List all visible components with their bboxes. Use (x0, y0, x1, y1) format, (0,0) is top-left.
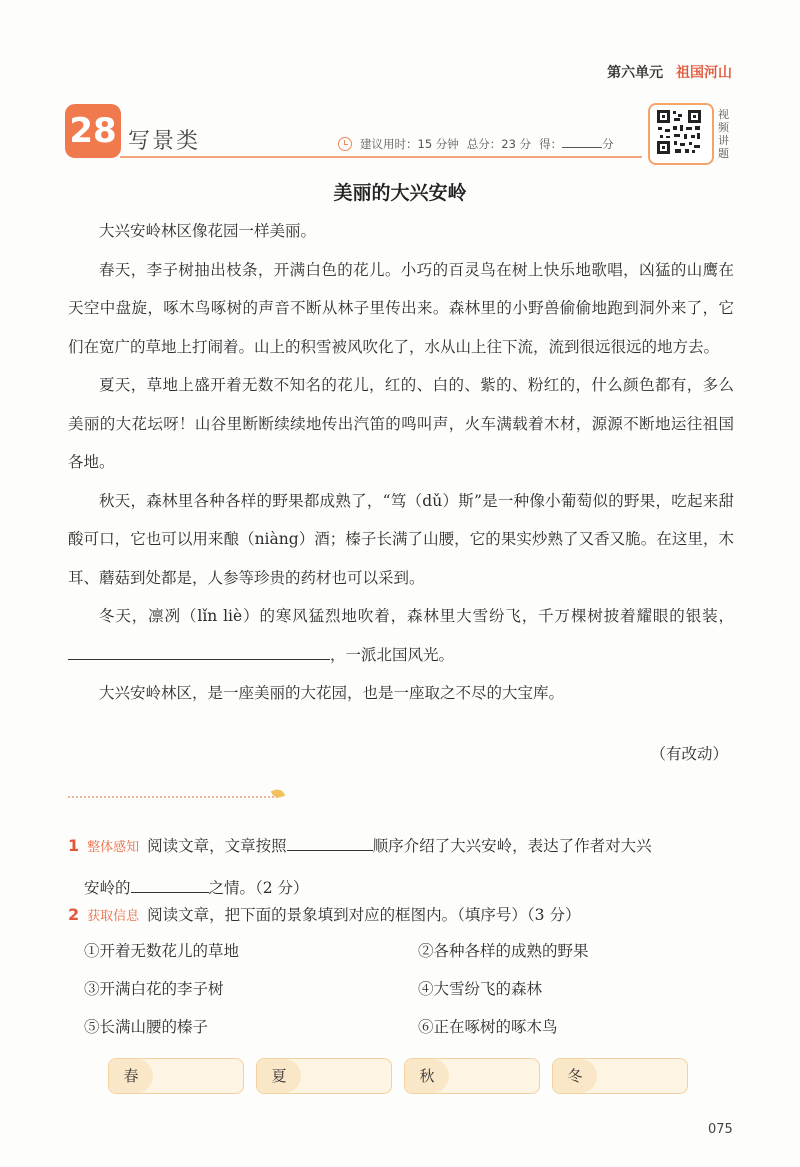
question-text: 顺序介绍了大兴安岭，表达了作者对大兴 (372, 837, 652, 855)
score-unit: 分 (602, 137, 614, 151)
question-text: 阅读文章，把下面的景象填到对应的框图内。（填序号）（3 分） (147, 906, 581, 924)
lesson-type: 写景类 (128, 129, 201, 154)
option-item: ⑤长满山腰的榛子 (84, 1018, 209, 1036)
score-blank[interactable] (562, 147, 602, 148)
passage-title: 美丽的大兴安岭 (333, 182, 467, 204)
question-text: 阅读文章，文章按照 (147, 837, 287, 855)
score-label: 得： (539, 137, 563, 151)
order-answer-blank[interactable] (287, 834, 373, 851)
question-tag: 获取信息 (87, 909, 140, 924)
season-label: 夏 (257, 1059, 301, 1093)
passage-paragraph: 春天，李子树抽出枝条，开满白色的花儿。小巧的百灵鸟在树上快乐地歌唱，凶猛的山鹰在天空中盘旋，啄木鸟啄树的声音不断从林子里传出来。森林里的小野兽偷偷地跑到洞外来了，它们在宽广的草地上打闹着。山上的积雪被风吹化了，水从山上往下流，流到很远很远的地方去。 (68, 260, 734, 356)
page-number: 075 (708, 1122, 733, 1137)
option-item: ⑥正在啄树的啄木鸟 (418, 1018, 558, 1036)
season-box-autumn[interactable] (404, 1058, 540, 1094)
question-number: 2 (68, 905, 80, 924)
season-box-summer[interactable] (256, 1058, 392, 1094)
question-1 (68, 826, 738, 908)
option-item: ②各种各样的成熟的野果 (418, 942, 589, 960)
season-boxes (108, 1058, 688, 1094)
question-tag: 整体感知 (87, 840, 140, 855)
winter-text-start: 冬天，凛冽（lǐn liè）的寒风猛烈地吹着，森林里大雪纷飞，千万棵树披着耀眼的银装， (99, 607, 734, 625)
feeling-answer-blank[interactable] (131, 876, 209, 893)
qr-code[interactable] (648, 103, 714, 165)
passage-paragraph: 大兴安岭林区像花园一样美丽。 (99, 222, 317, 240)
passage-paragraph: 秋天，森林里各种各样的野果都成熟了，“笃（dǔ）斯”是一种像小葡萄似的野果，吃起来甜酸可口，它也可以用来酿（niàng）酒；榛子长满了山腰，它的果实炒熟了又香又脆。在这里，木耳、蘑菇到处都是，人参等珍贵的药材也可以采到。 (68, 491, 734, 587)
passage-paragraph: 大兴安岭林区，是一座美丽的大花园，也是一座取之不尽的大宝库。 (99, 684, 565, 702)
question-number: 1 (68, 836, 80, 855)
timing-info (338, 136, 614, 152)
season-label: 春 (109, 1059, 153, 1093)
passage-paragraph: 夏天，草地上盛开着无数不知名的花儿，红的、白的、紫的、粉红的，什么颜色都有，多么美丽的大花坛呀！山谷里断断续续地传出汽笛的鸣叫声，火车满载着木材，源源不断地运往祖国各地。 (68, 376, 734, 471)
section-divider (68, 796, 278, 798)
season-label: 冬 (553, 1059, 597, 1093)
season-box-winter[interactable] (552, 1058, 688, 1094)
header-divider (120, 156, 642, 158)
passage (68, 212, 734, 713)
season-box-spring[interactable] (108, 1058, 244, 1094)
options-list (84, 936, 724, 1042)
clock-icon (338, 137, 352, 151)
question-text: 之情。（2 分） (208, 879, 309, 897)
winter-answer-blank[interactable] (68, 643, 330, 660)
question-text: 安岭的 (84, 879, 131, 897)
suggested-time: 建议用时：15 分钟 (360, 137, 459, 151)
total-score: 总分：23 分 (466, 137, 532, 151)
option-item: ④大雪纷飞的森林 (418, 980, 543, 998)
unit-header (607, 62, 732, 82)
season-label: 秋 (405, 1059, 449, 1093)
qr-code-icon (656, 109, 702, 155)
passage-paragraph (68, 597, 734, 674)
lesson-number-badge: 28 (65, 104, 121, 158)
adaptation-note: （有改动） (650, 745, 728, 763)
option-item: ①开着无数花儿的草地 (84, 942, 240, 960)
unit-name: 祖国河山 (676, 65, 732, 81)
question-2 (68, 900, 738, 932)
option-item: ③开满白花的李子树 (84, 980, 224, 998)
qr-label: 视频讲题 (718, 108, 729, 160)
winter-text-end: ，一派北国风光。 (330, 645, 455, 664)
unit-label: 第六单元 (607, 65, 664, 81)
